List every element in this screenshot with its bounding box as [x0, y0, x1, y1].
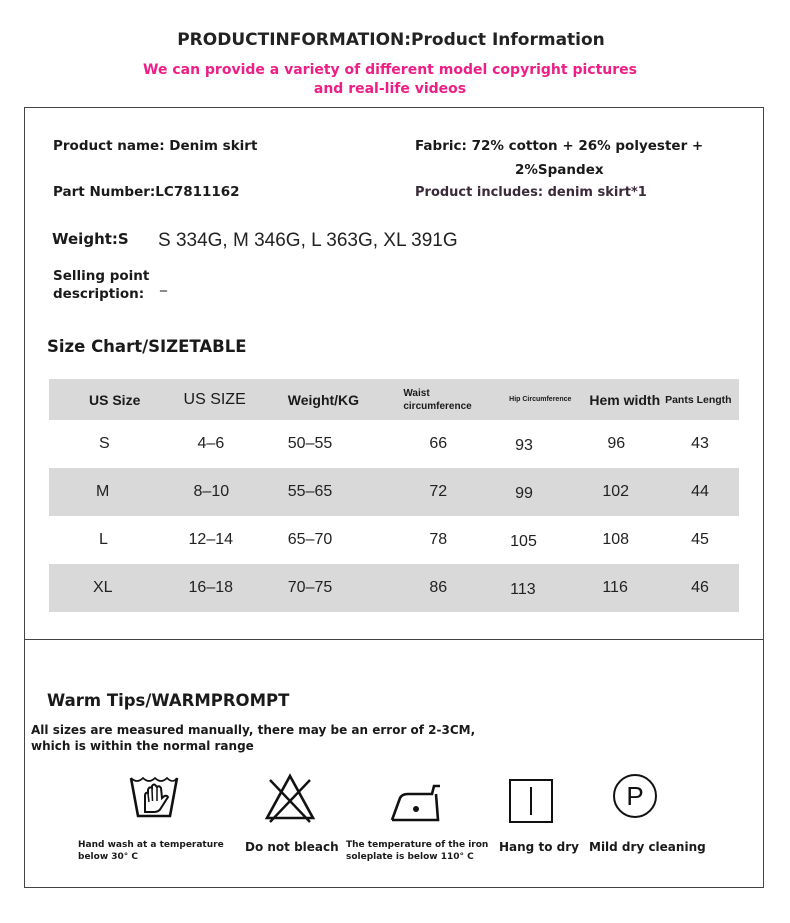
product-includes: Product includes: denim skirt*1 [415, 185, 647, 200]
cell-hem: 96 [607, 435, 626, 452]
selling-point-label [53, 267, 149, 303]
hang-to-dry-label: Hang to dry [499, 840, 579, 854]
cell-hem: 116 [602, 579, 628, 596]
warm-tips-heading: Warm Tips/WARMPROMPT [47, 691, 290, 710]
do-not-bleach-label: Do not bleach [245, 840, 339, 854]
header-hem-width: Hem width [589, 391, 661, 408]
cell-waist: 86 [429, 579, 448, 596]
mild-dry-cleaning-label: Mild dry cleaning [589, 840, 706, 854]
cell-length: 45 [691, 531, 709, 548]
iron-temperature-label [346, 839, 488, 863]
size-chart-heading: Size Chart/SIZETABLE [47, 337, 247, 356]
table-row [49, 468, 739, 516]
cell-size: M [96, 483, 110, 500]
header-us-size-range: US SIZE [183, 390, 246, 408]
hand-wash-label [78, 839, 224, 863]
measurement-note-line1: All sizes are measured manually, there may be an error of 2-3CM, [31, 723, 476, 737]
page-subtitle: We can provide a variety of different model copyright pictures and real-life videos [143, 62, 637, 97]
iron-temperature-label-line2: soleplate is below 110° C [346, 852, 474, 862]
cell-length: 43 [691, 435, 709, 452]
header-pants-length: Pants Length [665, 393, 732, 406]
size-chart-table [49, 379, 739, 612]
table-row [49, 420, 739, 468]
weight-values: S 334G, M 346G, L 363G, XL 391G [158, 230, 458, 251]
hand-wash-label-line2: below 30° C [78, 852, 139, 862]
table-row [49, 564, 739, 612]
cell-waist: 72 [429, 483, 448, 500]
cell-size: XL [93, 579, 113, 596]
table-header-row [49, 379, 739, 420]
hang-to-dry-icon [509, 779, 553, 823]
cell-weight: 65–70 [287, 531, 333, 548]
cell-size: S [99, 435, 110, 452]
selling-point-label-line1: Selling point [53, 268, 150, 284]
cell-waist: 78 [429, 531, 448, 548]
product-name: Product name: Denim skirt [53, 138, 258, 154]
cell-hip: 99 [515, 485, 533, 502]
header-weight: Weight/KG [287, 391, 360, 408]
cell-length: 44 [691, 483, 709, 500]
table-row [49, 516, 739, 564]
iron-temperature-icon [388, 776, 444, 830]
measurement-note [31, 722, 475, 754]
cell-hip: 93 [515, 437, 533, 454]
cell-us-size: 8–10 [193, 483, 230, 500]
cell-hem: 102 [602, 483, 630, 500]
cell-length: 46 [691, 579, 709, 596]
cell-hip: 105 [510, 533, 537, 550]
selling-point-label-line2: description: [53, 286, 145, 302]
header-us-size: US Size [89, 391, 141, 408]
mild-dry-cleaning-icon: P [613, 774, 657, 818]
cell-waist: 66 [429, 435, 448, 452]
header-hip: Hip Circumference [509, 395, 572, 403]
header-waist: Waist circumference [403, 387, 472, 412]
page-title: PRODUCTINFORMATION:Product Information [177, 30, 605, 50]
cell-us-size: 16–18 [188, 579, 234, 596]
cell-weight: 70–75 [287, 579, 333, 596]
hand-wash-label-line1: Hand wash at a temperature [78, 840, 224, 850]
part-number: Part Number:LC7811162 [53, 184, 240, 200]
do-not-bleach-icon [262, 770, 318, 830]
cell-us-size: 4–6 [197, 435, 225, 452]
cell-size: L [99, 531, 108, 548]
cell-weight: 50–55 [287, 435, 333, 452]
hand-wash-icon [128, 772, 180, 828]
cell-us-size: 12–14 [188, 531, 234, 548]
selling-point-value: _ [160, 276, 167, 292]
measurement-note-line2: which is within the normal range [31, 739, 254, 753]
cell-weight: 55–65 [287, 483, 333, 500]
iron-temperature-label-line1: The temperature of the iron [346, 840, 489, 850]
weight-label: Weight:S [52, 230, 129, 248]
fabric: Fabric: 72% cotton + 26% polyester + [415, 138, 704, 154]
cell-hem: 108 [602, 531, 630, 548]
fabric-continued: 2%Spandex [515, 162, 604, 178]
cell-hip: 113 [510, 581, 536, 598]
